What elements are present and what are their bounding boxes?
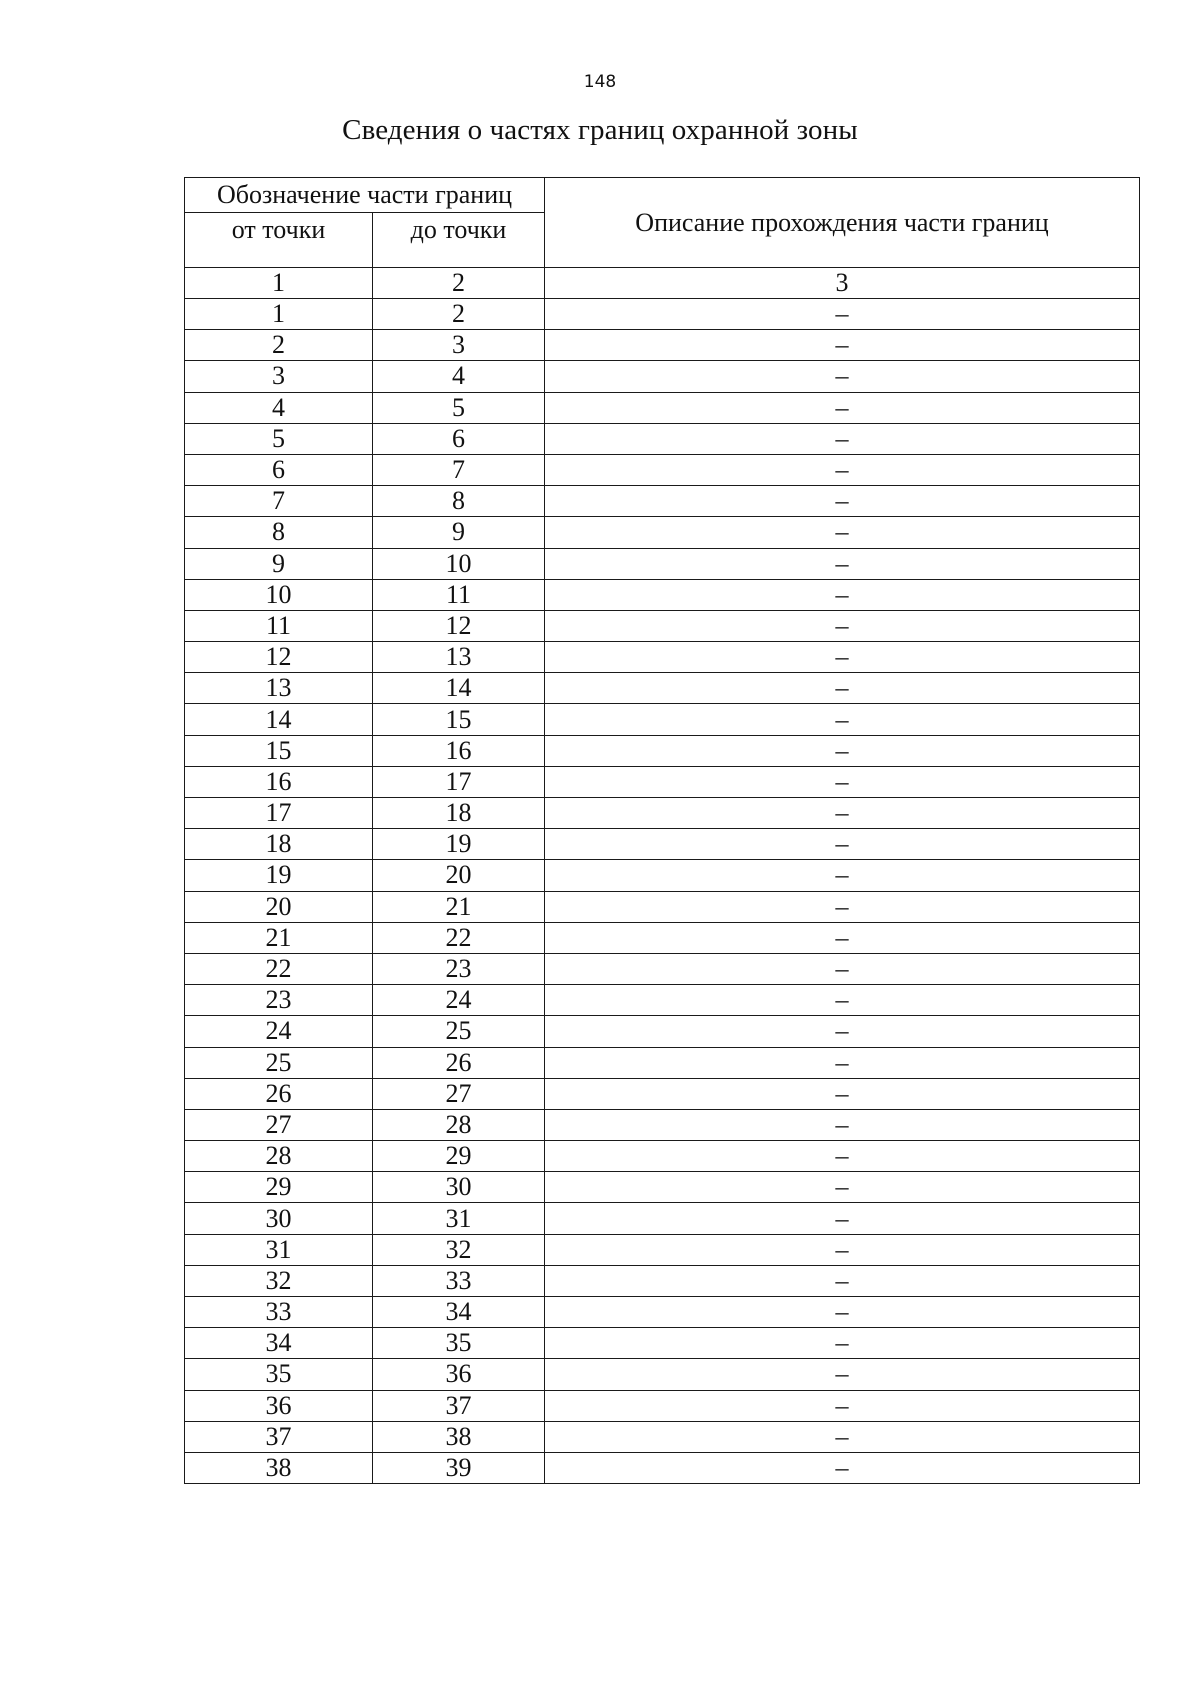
table-row	[185, 1328, 1140, 1359]
from-point-cell: 15	[185, 735, 373, 766]
from-point-cell: 30	[185, 1203, 373, 1234]
table-row	[185, 673, 1140, 704]
from-point-cell: 13	[185, 673, 373, 704]
to-point-cell: 18	[373, 798, 545, 829]
table-row	[185, 704, 1140, 735]
page-title: Сведения о частях границ охранной зоны	[342, 114, 858, 146]
description-cell: –	[545, 610, 1140, 641]
to-point-cell: 34	[373, 1297, 545, 1328]
description-cell: –	[545, 704, 1140, 735]
table-row	[185, 735, 1140, 766]
to-point-cell: 36	[373, 1359, 545, 1390]
to-point-cell: 16	[373, 735, 545, 766]
header-from-point: от точки	[185, 213, 373, 268]
to-point-cell: 35	[373, 1328, 545, 1359]
from-point-cell: 22	[185, 953, 373, 984]
from-point-cell: 32	[185, 1265, 373, 1296]
description-cell: –	[545, 1234, 1140, 1265]
from-point-cell: 19	[185, 860, 373, 891]
to-point-cell: 7	[373, 454, 545, 485]
to-point-cell: 12	[373, 610, 545, 641]
to-point-cell: 15	[373, 704, 545, 735]
to-point-cell: 38	[373, 1421, 545, 1452]
description-cell: –	[545, 548, 1140, 579]
table-row	[185, 1172, 1140, 1203]
from-point-cell: 18	[185, 829, 373, 860]
table-row	[185, 1265, 1140, 1296]
table-row	[185, 829, 1140, 860]
table-header	[185, 178, 1140, 299]
description-cell: –	[545, 642, 1140, 673]
table-row	[185, 548, 1140, 579]
table-row	[185, 486, 1140, 517]
from-point-cell: 26	[185, 1078, 373, 1109]
table-row	[185, 1078, 1140, 1109]
to-point-cell: 27	[373, 1078, 545, 1109]
table-row	[185, 392, 1140, 423]
from-point-cell: 10	[185, 579, 373, 610]
table-row	[185, 1109, 1140, 1140]
description-cell: –	[545, 829, 1140, 860]
from-point-cell: 29	[185, 1172, 373, 1203]
description-cell: –	[545, 766, 1140, 797]
from-point-cell: 4	[185, 392, 373, 423]
to-point-cell: 4	[373, 361, 545, 392]
column-number-1: 1	[185, 268, 373, 299]
from-point-cell: 7	[185, 486, 373, 517]
from-point-cell: 37	[185, 1421, 373, 1452]
description-cell: –	[545, 330, 1140, 361]
to-point-cell: 24	[373, 985, 545, 1016]
to-point-cell: 14	[373, 673, 545, 704]
table-row	[185, 922, 1140, 953]
header-to-point: до точки	[373, 213, 545, 268]
table-row	[185, 517, 1140, 548]
page-number: 148	[583, 72, 617, 92]
to-point-cell: 32	[373, 1234, 545, 1265]
from-point-cell: 9	[185, 548, 373, 579]
table-row	[185, 766, 1140, 797]
table-row	[185, 610, 1140, 641]
to-point-cell: 20	[373, 860, 545, 891]
description-cell: –	[545, 579, 1140, 610]
description-cell: –	[545, 1172, 1140, 1203]
table-row	[185, 1297, 1140, 1328]
description-cell: –	[545, 1390, 1140, 1421]
from-point-cell: 33	[185, 1297, 373, 1328]
description-cell: –	[545, 517, 1140, 548]
description-cell: –	[545, 1452, 1140, 1483]
table-row	[185, 423, 1140, 454]
description-cell: –	[545, 1078, 1140, 1109]
to-point-cell: 5	[373, 392, 545, 423]
from-point-cell: 21	[185, 922, 373, 953]
from-point-cell: 36	[185, 1390, 373, 1421]
table-row	[185, 798, 1140, 829]
description-cell: –	[545, 1359, 1140, 1390]
to-point-cell: 6	[373, 423, 545, 454]
description-cell: –	[545, 1047, 1140, 1078]
description-cell: –	[545, 1141, 1140, 1172]
from-point-cell: 14	[185, 704, 373, 735]
description-cell: –	[545, 423, 1140, 454]
table-row	[185, 454, 1140, 485]
to-point-cell: 33	[373, 1265, 545, 1296]
to-point-cell: 19	[373, 829, 545, 860]
from-point-cell: 28	[185, 1141, 373, 1172]
description-cell: –	[545, 673, 1140, 704]
table-row	[185, 1234, 1140, 1265]
from-point-cell: 5	[185, 423, 373, 454]
from-point-cell: 11	[185, 610, 373, 641]
table-row	[185, 1421, 1140, 1452]
description-cell: –	[545, 798, 1140, 829]
from-point-cell: 27	[185, 1109, 373, 1140]
boundary-parts-table	[184, 177, 1140, 1484]
description-cell: –	[545, 299, 1140, 330]
to-point-cell: 22	[373, 922, 545, 953]
description-cell: –	[545, 1265, 1140, 1296]
from-point-cell: 20	[185, 891, 373, 922]
description-cell: –	[545, 922, 1140, 953]
to-point-cell: 25	[373, 1016, 545, 1047]
to-point-cell: 28	[373, 1109, 545, 1140]
to-point-cell: 30	[373, 1172, 545, 1203]
from-point-cell: 25	[185, 1047, 373, 1078]
table-row	[185, 1141, 1140, 1172]
column-number-3: 3	[545, 268, 1140, 299]
from-point-cell: 3	[185, 361, 373, 392]
to-point-cell: 21	[373, 891, 545, 922]
table-row	[185, 1390, 1140, 1421]
header-boundary-part-designation: Обозначение части границ	[185, 178, 545, 213]
from-point-cell: 34	[185, 1328, 373, 1359]
from-point-cell: 8	[185, 517, 373, 548]
table-row	[185, 330, 1140, 361]
table-row	[185, 1047, 1140, 1078]
table-row	[185, 1016, 1140, 1047]
to-point-cell: 11	[373, 579, 545, 610]
to-point-cell: 39	[373, 1452, 545, 1483]
description-cell: –	[545, 1203, 1140, 1234]
to-point-cell: 17	[373, 766, 545, 797]
to-point-cell: 26	[373, 1047, 545, 1078]
to-point-cell: 8	[373, 486, 545, 517]
to-point-cell: 10	[373, 548, 545, 579]
to-point-cell: 37	[373, 1390, 545, 1421]
from-point-cell: 16	[185, 766, 373, 797]
table-row	[185, 1359, 1140, 1390]
description-cell: –	[545, 1421, 1140, 1452]
from-point-cell: 24	[185, 1016, 373, 1047]
from-point-cell: 17	[185, 798, 373, 829]
from-point-cell: 38	[185, 1452, 373, 1483]
description-cell: –	[545, 1328, 1140, 1359]
table-row	[185, 299, 1140, 330]
description-cell: –	[545, 454, 1140, 485]
table-row	[185, 579, 1140, 610]
table-row	[185, 891, 1140, 922]
table-row	[185, 953, 1140, 984]
from-point-cell: 1	[185, 299, 373, 330]
description-cell: –	[545, 735, 1140, 766]
to-point-cell: 2	[373, 299, 545, 330]
to-point-cell: 29	[373, 1141, 545, 1172]
description-cell: –	[545, 1297, 1140, 1328]
description-cell: –	[545, 953, 1140, 984]
header-boundary-description: Описание прохождения части границ	[545, 178, 1140, 268]
to-point-cell: 23	[373, 953, 545, 984]
column-number-row	[185, 268, 1140, 299]
from-point-cell: 31	[185, 1234, 373, 1265]
table-body	[185, 299, 1140, 1484]
description-cell: –	[545, 392, 1140, 423]
to-point-cell: 31	[373, 1203, 545, 1234]
column-number-2: 2	[373, 268, 545, 299]
from-point-cell: 35	[185, 1359, 373, 1390]
to-point-cell: 9	[373, 517, 545, 548]
from-point-cell: 12	[185, 642, 373, 673]
table-row	[185, 985, 1140, 1016]
to-point-cell: 3	[373, 330, 545, 361]
table-row	[185, 860, 1140, 891]
table-row	[185, 1203, 1140, 1234]
table-row	[185, 1452, 1140, 1483]
description-cell: –	[545, 361, 1140, 392]
description-cell: –	[545, 1016, 1140, 1047]
description-cell: –	[545, 891, 1140, 922]
table-row	[185, 642, 1140, 673]
table-row	[185, 361, 1140, 392]
from-point-cell: 2	[185, 330, 373, 361]
description-cell: –	[545, 860, 1140, 891]
description-cell: –	[545, 486, 1140, 517]
from-point-cell: 6	[185, 454, 373, 485]
description-cell: –	[545, 1109, 1140, 1140]
to-point-cell: 13	[373, 642, 545, 673]
description-cell: –	[545, 985, 1140, 1016]
from-point-cell: 23	[185, 985, 373, 1016]
